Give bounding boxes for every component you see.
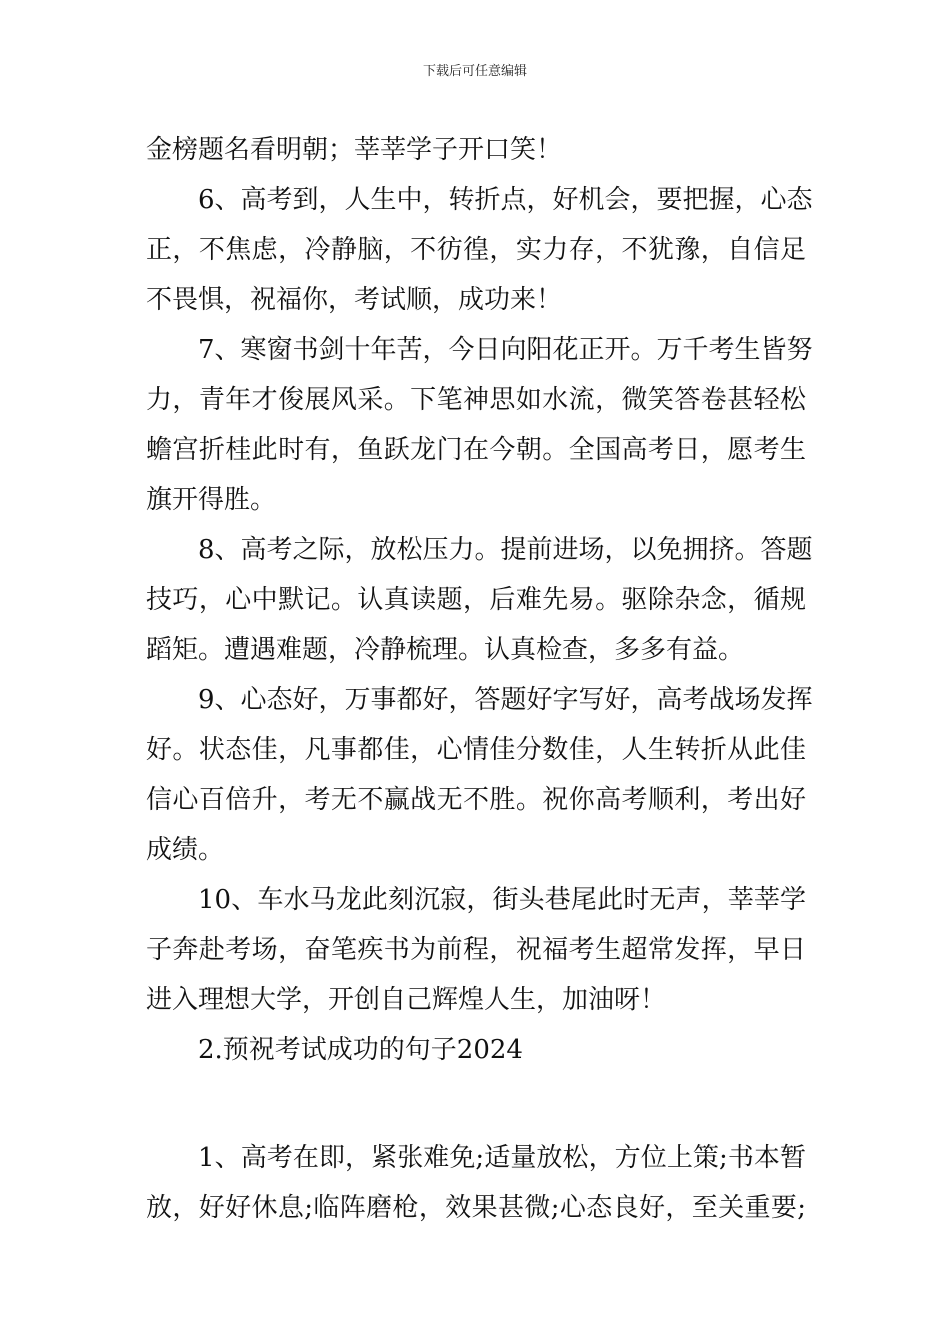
text-line: 正，不焦虑，冷静脑，不彷徨，实力存，不犹豫，自信足 bbox=[146, 235, 806, 265]
text-line: 好。状态佳，凡事都佳，心情佳分数佳，人生转折从此佳 bbox=[146, 735, 806, 765]
text-line: 力，青年才俊展风采。下笔神思如水流，微笑答卷甚轻松 bbox=[146, 385, 806, 415]
text-line: 10、车水马龙此刻沉寂，街头巷尾此时无声，莘莘学 bbox=[198, 885, 806, 915]
text-line: 8、高考之际，放松压力。提前进场，以免拥挤。答题 bbox=[198, 535, 813, 565]
text-line: 旗开得胜。 bbox=[146, 485, 277, 515]
text-line: 进入理想大学，开创自己辉煌人生，加油呀！ bbox=[146, 985, 667, 1015]
page-header: 下载后可任意编辑 bbox=[422, 64, 527, 79]
text-line: 蹈矩。遭遇难题，冷静梳理。认真检查，多多有益。 bbox=[146, 635, 745, 665]
text-line: 7、寒窗书剑十年苦，今日向阳花正开。万千考生皆努 bbox=[198, 335, 813, 365]
text-line: 放，好好休息;临阵磨枪，效果甚微;心态良好，至关重要; bbox=[146, 1193, 806, 1223]
blank-space bbox=[146, 1075, 806, 1133]
text-line: 9、心态好，万事都好，答题好字写好，高考战场发挥 bbox=[198, 685, 813, 715]
text-line: 技巧，心中默记。认真读题，后难先易。驱除杂念，循规 bbox=[146, 585, 806, 615]
text-line: 不畏惧，祝福你，考试顺，成功来！ bbox=[146, 285, 563, 315]
text-line: 成绩。 bbox=[146, 835, 225, 865]
text-line: 蟾宫折桂此时有，鱼跃龙门在今朝。全国高考日，愿考生 bbox=[146, 435, 806, 465]
text-line: 子奔赴考场，奋笔疾书为前程，祝福考生超常发挥，早日 bbox=[146, 935, 806, 965]
text-line: 1、高考在即，紧张难免;适量放松，方位上策;书本暂 bbox=[198, 1143, 806, 1173]
section-heading: 2.预祝考试成功的句子2024 bbox=[198, 1035, 523, 1065]
text-line: 6、高考到，人生中，转折点，好机会，要把握，心态 bbox=[198, 185, 813, 215]
text-line: 信心百倍升，考无不赢战无不胜。祝你高考顺利，考出好 bbox=[146, 785, 806, 815]
document-body bbox=[146, 125, 813, 1233]
text-line: 金榜题名看明朝；莘莘学子开口笑！ bbox=[146, 135, 563, 165]
